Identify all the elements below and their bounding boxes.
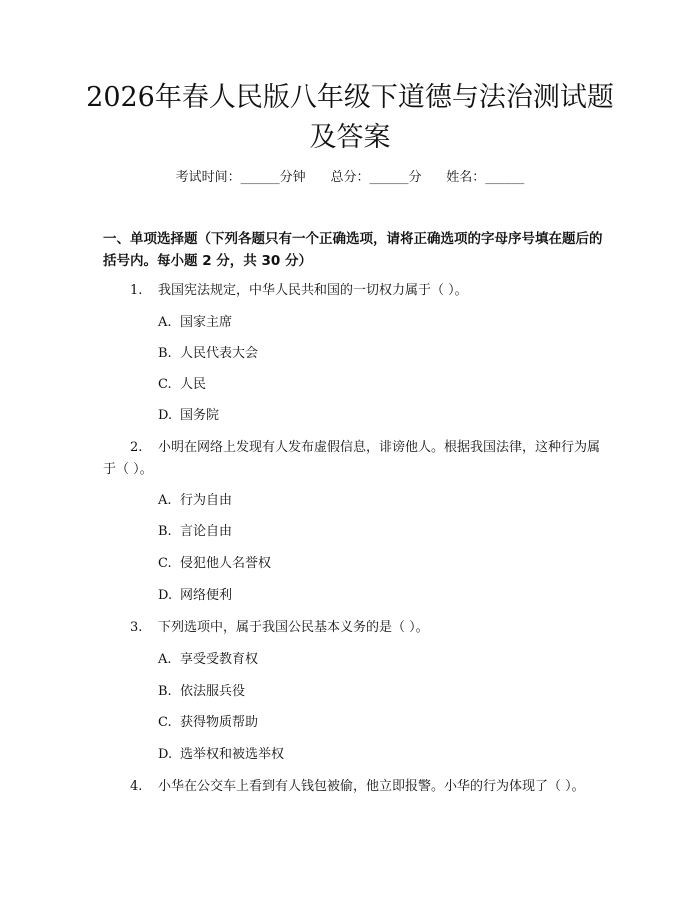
student-name: 姓名：______	[446, 170, 525, 185]
question-text: 我国宪法规定，中华人民共和国的一切权力属于（ ）。	[158, 283, 468, 298]
option-3a: A. 享受受教育权	[158, 652, 259, 667]
option-1b: B. 人民代表大会	[158, 346, 259, 361]
question-number: 1.	[130, 283, 143, 298]
page-title: 2026年春人民版八年级下道德与法治测试题及答案	[86, 82, 614, 153]
question-text: 小华在公交车上看到有人钱包被偷，他立即报警。小华的行为体现了（ ）。	[158, 779, 585, 794]
question-text: 下列选项中，属于我国公民基本义务的是（ ）。	[158, 620, 429, 635]
question-number: 2.	[130, 440, 143, 455]
section-title: 一、单项选择题（下列各题只有一个正确选项，请将正确选项的字母序号填在题后的括号内。每小题 2 分，共 30 分）	[103, 231, 603, 269]
option-3d: D. 选举权和被选举权	[158, 747, 285, 762]
option-2a: A. 行为自由	[158, 493, 233, 508]
question-number: 3.	[130, 620, 143, 635]
question-text: 小明在网络上发现有人发布虚假信息，诽谤他人。根据我国法律，这种行为属于（ ）。	[103, 440, 601, 477]
question-1	[103, 280, 603, 302]
exam-score: 总分：______分	[330, 170, 422, 185]
option-2b: B. 言论自由	[158, 524, 233, 539]
option-2d: D. 网络便利	[158, 588, 233, 603]
question-4	[103, 776, 603, 798]
option-1c: C. 人民	[158, 377, 207, 392]
question-number: 4.	[130, 779, 143, 794]
option-3b: B. 依法服兵役	[158, 684, 246, 699]
option-2c: C. 侵犯他人名誉权	[158, 556, 272, 571]
question-2	[103, 437, 603, 481]
question-3	[103, 617, 603, 639]
exam-time: 考试时间：______分钟	[175, 170, 306, 185]
option-1a: A. 国家主席	[158, 315, 233, 330]
exam-meta	[0, 168, 700, 188]
option-1d: D. 国务院	[158, 408, 220, 423]
option-3c: C. 获得物质帮助	[158, 715, 259, 730]
